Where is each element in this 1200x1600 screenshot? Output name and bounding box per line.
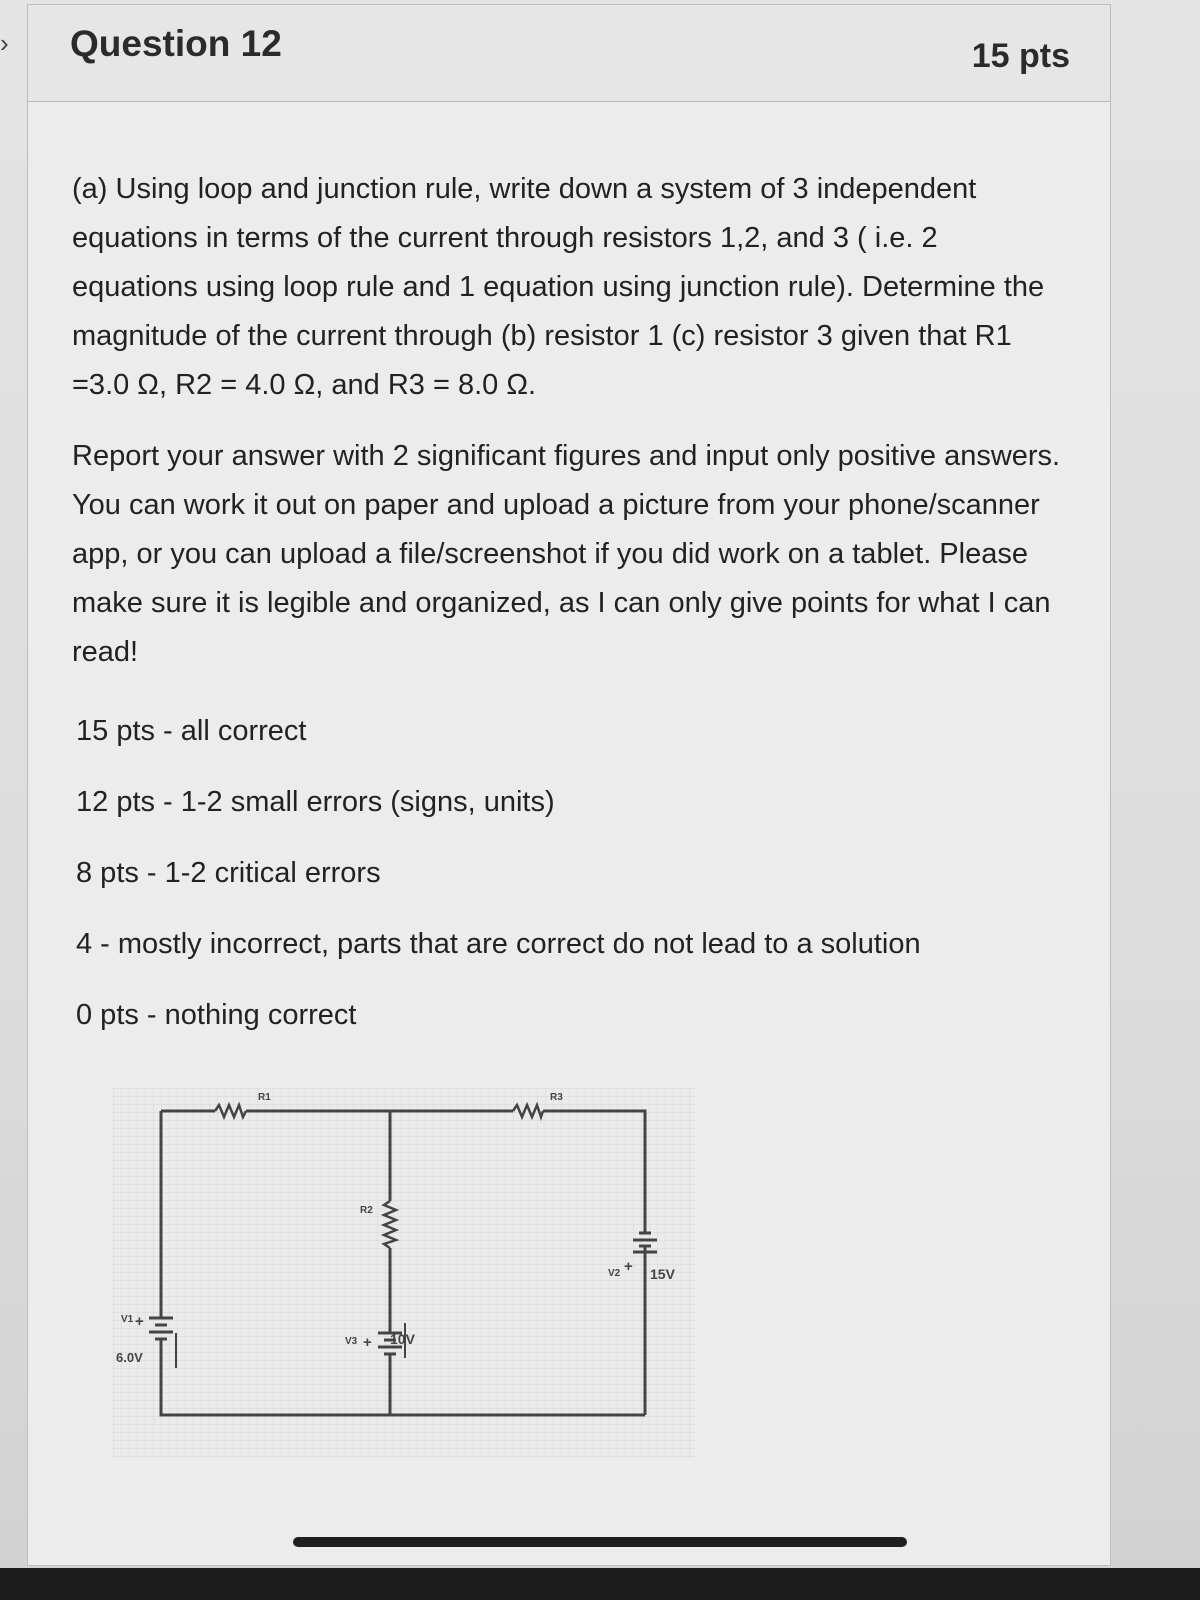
question-paragraph-2: Report your answer with 2 significant figures and input only positive answers. You can work it out on paper and upload a picture from your phone/scanner app, or you can upload a file/screenshot if you did work on a tablet. Please make sure it is legible and organized, as I can only give points for what I can read! <box>72 440 1061 668</box>
v2-plus: + <box>624 1258 633 1275</box>
question-header <box>28 5 1110 102</box>
home-indicator[interactable] <box>293 1537 907 1547</box>
v1-plus: + <box>135 1313 144 1330</box>
v3-plus: + <box>363 1334 372 1351</box>
r3-label: R3 <box>550 1092 563 1103</box>
r2-label: R2 <box>360 1205 373 1216</box>
v1-label: V1 <box>121 1314 134 1325</box>
question-title: Question 12 <box>70 23 282 64</box>
chevron-right-icon[interactable]: › <box>0 28 9 58</box>
rubric-item: 0 pts - nothing correct <box>76 999 357 1031</box>
v3-value: 10V <box>390 1331 415 1347</box>
circuit-svg <box>113 1088 695 1458</box>
question-body <box>72 165 1062 1068</box>
rubric-item: 4 - mostly incorrect, parts that are correct do not lead to a solution <box>76 928 921 960</box>
v1-value: 6.0V <box>116 1350 143 1365</box>
v2-label: V2 <box>608 1268 621 1279</box>
v3-label: V3 <box>345 1336 358 1347</box>
question-paragraph-1: (a) Using loop and junction rule, write down a system of 3 independent equations in terms of the current through resistors 1,2, and 3 ( i.e. 2 equations using loop rule and 1 equation using junction rule). Determine the magnitude of the current through (b) resistor 1 (c) resistor 3 given that R1 =3.0 Ω, R2 = 4.0 Ω, and R3 = 8.0 Ω. <box>72 173 1045 401</box>
screen-bottom-edge <box>0 1568 1200 1600</box>
r1-label: R1 <box>258 1092 271 1103</box>
rubric-item: 12 pts - 1-2 small errors (signs, units) <box>76 786 555 818</box>
v2-value: 15V <box>650 1266 675 1282</box>
circuit-diagram <box>113 1088 695 1458</box>
rubric-item: 15 pts - all correct <box>76 715 307 747</box>
rubric-item: 8 pts - 1-2 critical errors <box>76 857 381 889</box>
question-points: 15 pts <box>971 37 1070 75</box>
